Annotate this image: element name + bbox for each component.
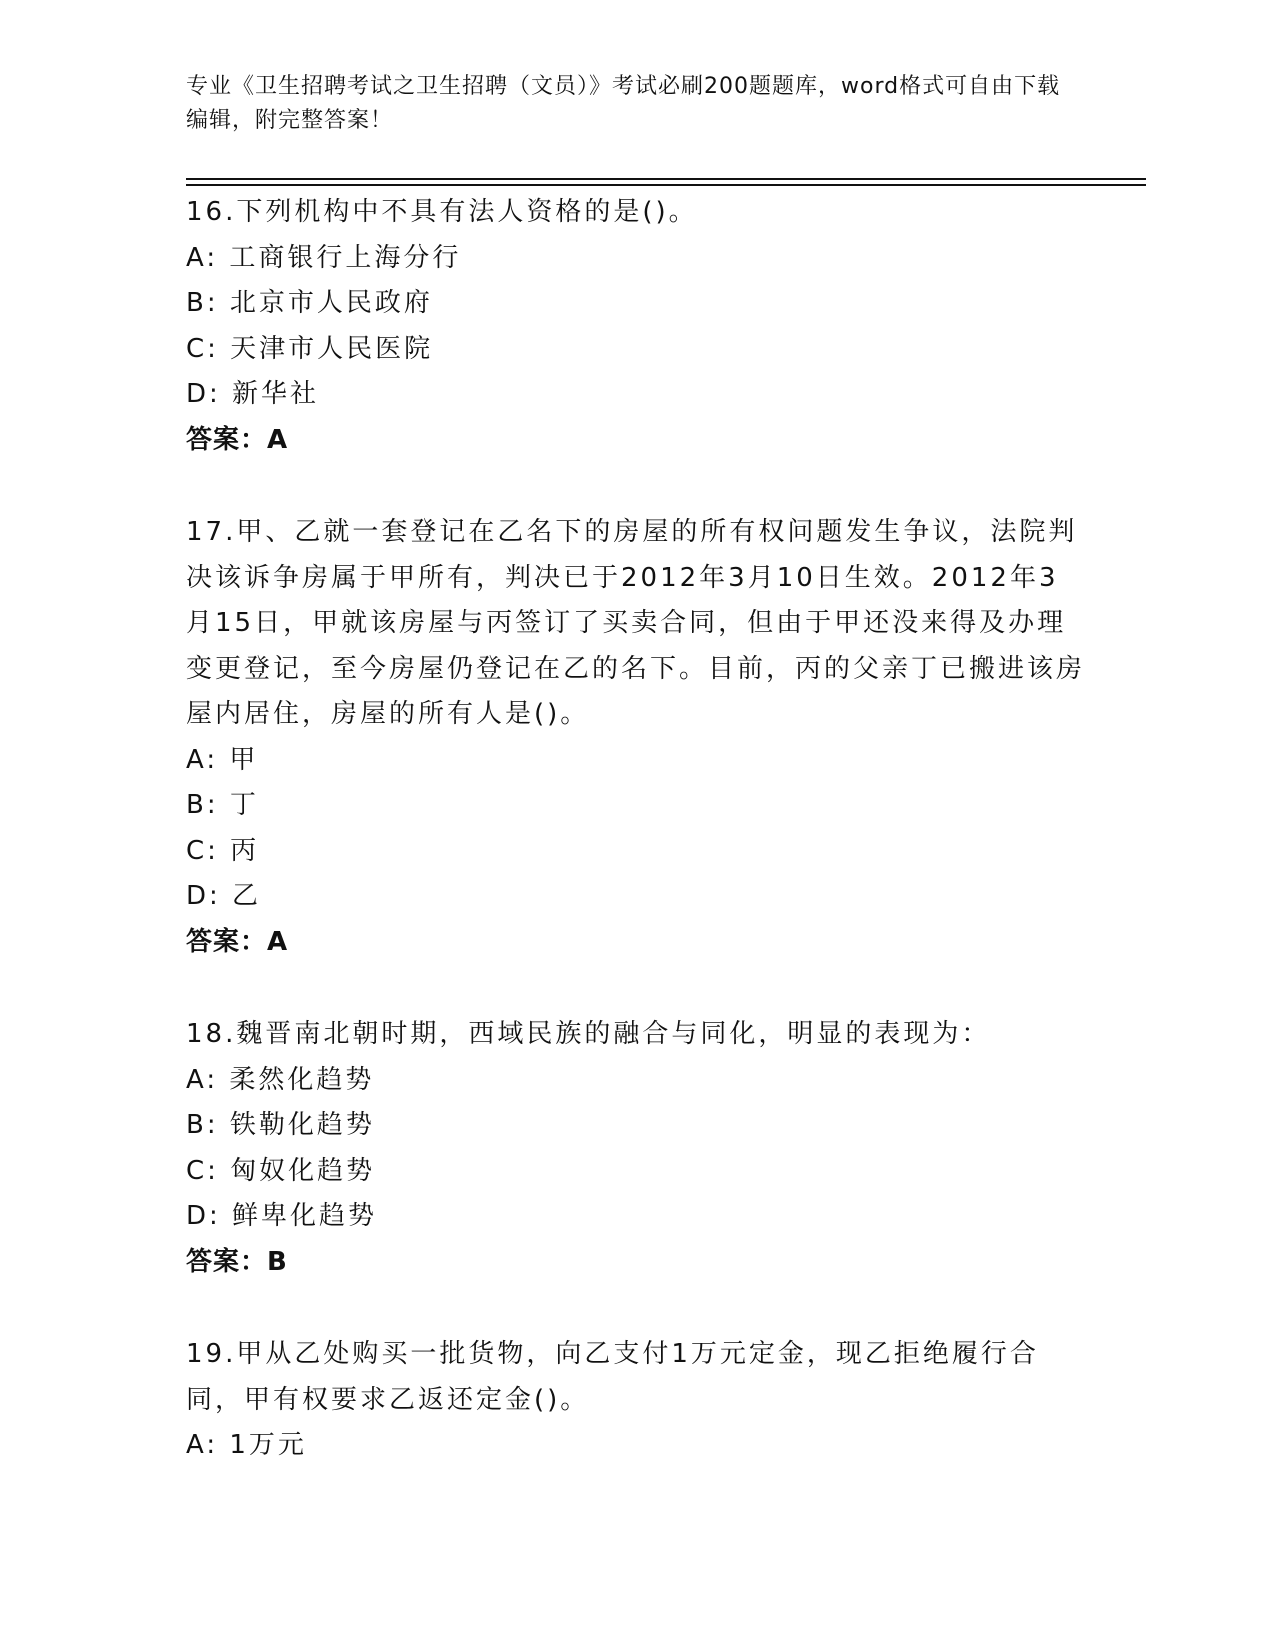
option-a: A: 工商银行上海分行 bbox=[186, 242, 462, 273]
question-stem: 18.魏晋南北朝时期，西域民族的融合与同化，明显的表现为： bbox=[186, 1019, 991, 1049]
question-list bbox=[186, 190, 1086, 1516]
option-d: D: 鲜卑化趋势 bbox=[186, 1201, 378, 1231]
question-18 bbox=[186, 1012, 1086, 1285]
option-c: C: 天津市人民医院 bbox=[186, 333, 434, 364]
option-d: D: 新华社 bbox=[186, 379, 320, 409]
question-16 bbox=[186, 190, 1086, 463]
answer: 答案：A bbox=[186, 926, 289, 957]
header-title: 专业《卫生招聘考试之卫生招聘（文员）》考试必刷200题题库，word格式可自由下载编辑，附完整答案！ bbox=[186, 74, 1061, 133]
document-header bbox=[186, 70, 1066, 138]
option-c: C: 丙 bbox=[186, 835, 260, 866]
option-a: A: 甲 bbox=[186, 744, 259, 775]
header-divider-bottom bbox=[186, 184, 1146, 186]
option-c: C: 匈奴化趋势 bbox=[186, 1155, 376, 1186]
option-a: A: 柔然化趋势 bbox=[186, 1064, 375, 1095]
answer: 答案：A bbox=[186, 424, 289, 455]
option-b: B: 丁 bbox=[186, 790, 259, 820]
question-19 bbox=[186, 1332, 1086, 1469]
option-b: B: 铁勒化趋势 bbox=[186, 1110, 375, 1140]
option-a: A: 1万元 bbox=[186, 1430, 307, 1460]
question-stem: 19.甲从乙处购买一批货物，向乙支付1万元定金，现乙拒绝履行合同，甲有权要求乙返还定金()。 bbox=[186, 1339, 1039, 1415]
option-d: D: 乙 bbox=[186, 881, 262, 911]
question-stem: 16.下列机构中不具有法人资格的是()。 bbox=[186, 197, 698, 227]
option-b: B: 北京市人民政府 bbox=[186, 288, 433, 318]
header-divider-top bbox=[186, 178, 1146, 180]
question-17 bbox=[186, 510, 1086, 965]
answer: 答案：B bbox=[186, 1246, 288, 1277]
question-stem: 17.甲、乙就一套登记在乙名下的房屋的所有权问题发生争议，法院判决该诉争房属于甲所有，判决已于2012年3月10日生效。2012年3月15日，甲就该房屋与丙签订了买卖合同，但由于甲还没来得及办理变更登记，至今房屋仍登记在乙的名下。目前，丙的父亲丁已搬进该房屋内居住，房屋的所有人是()。 bbox=[186, 517, 1086, 729]
